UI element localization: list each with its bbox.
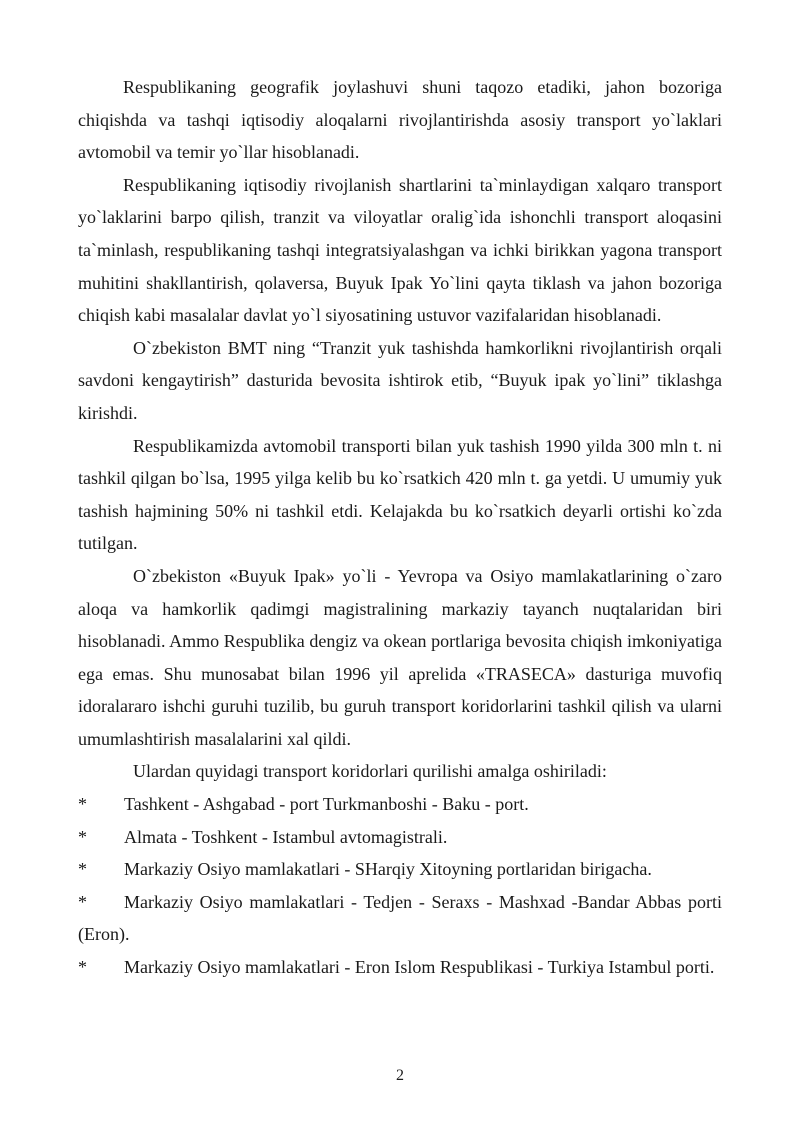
paragraph-cargo-statistics: Respublikamizda avtomobil transporti bilan yuk tashish 1990 yilda 300 mln t. ni tashkil qilgan bo`lsa, 1995 yilga kelib bu ko`rsatkich 420 mln t. ga yetdi. U umumiy yuk tashish hajmining 50% ni tashkil etdi. Kelajakda bu ko`rsatkich deyarli ortishi ko`zda tutilgan. bbox=[78, 435, 722, 554]
bullet-marker: * bbox=[78, 957, 87, 978]
body-text bbox=[78, 71, 722, 984]
page-number: 2 bbox=[396, 1067, 404, 1084]
bullet-marker: * bbox=[78, 826, 87, 847]
paragraph-corridors-intro: Ulardan quyidagi transport koridorlari qurilishi amalga oshiriladi: bbox=[133, 761, 607, 782]
bullet-marker: * bbox=[78, 859, 87, 880]
bullet-text: Markaziy Osiyo mamlakatlari - Eron Islom Respublikasi - Turkiya Istambul porti. bbox=[124, 957, 715, 978]
bullet-item bbox=[78, 821, 722, 854]
bullet-item bbox=[78, 853, 722, 886]
bullet-item bbox=[78, 886, 722, 951]
paragraph-silk-road-traseca: O`zbekiston «Buyuk Ipak» yo`li - Yevropa va Osiyo mamlakatlarining o`zaro aloqa va hamkorlik qadimgi magistralining markaziy tayanch nuqtalaridan biri hisoblanadi. Ammo Respublika dengiz va okean portlariga bevosita chiqish imkoniyatiga ega emas. Shu munosabat bilan 1996 yil aprelida «TRASECA» dasturiga muvofiq idoralararo ishchi guruhi tuzilib, bu guruh transport koridorlarini tashkil qilish va ularni umumlashtirish masalalarini xal qildi. bbox=[78, 565, 722, 749]
bullet-item bbox=[78, 951, 722, 984]
bullet-text: Tashkent - Ashgabad - port Turkmanboshi - Baku - port. bbox=[124, 794, 529, 815]
bullet-item bbox=[78, 788, 722, 821]
bullet-text: Almata - Toshkent - Istambul avtomagistrali. bbox=[124, 826, 448, 847]
paragraph-geography: Respublikaning geografik joylashuvi shuni taqozo etadiki, jahon bozoriga chiqishda va tashqi iqtisodiy aloqalarni rivojlantirishda asosiy transport yo`laklari avtomobil va temir yo`llar hisoblanadi. bbox=[78, 77, 722, 163]
bullet-marker: * bbox=[78, 891, 87, 912]
bullet-marker: * bbox=[78, 794, 87, 815]
bullet-text: Markaziy Osiyo mamlakatlari - SHarqiy Xitoyning portlaridan birigacha. bbox=[124, 859, 652, 880]
paragraph-transport-corridors: Respublikaning iqtisodiy rivojlanish shartlarini ta`minlaydigan xalqaro transport yo`laklarini barpo qilish, tranzit va viloyatlar oralig`ida ishonchli transport aloqasini ta`minlash, respublikaning tashqi integratsiyalashgan va ichki birikkan yagona transport muhitini shakllantirish, qolaversa, Buyuk Ipak Yo`lini qayta tiklash va jahon bozoriga chiqish kabi masalalar davlat yo`l siyosatining ustuvor vazifalaridan hisoblanadi. bbox=[78, 174, 722, 326]
paragraph-bmt-program: O`zbekiston BMT ning “Tranzit yuk tashishda hamkorlikni rivojlantirish orqali savdoni kengaytirish” dasturida bevosita ishtirok etib, “Buyuk ipak yo`lini” tiklashga kirishdi. bbox=[78, 337, 722, 423]
bullet-text: Markaziy Osiyo mamlakatlari - Tedjen - Seraxs - Mashxad -Bandar Abbas porti (Eron). bbox=[78, 891, 722, 945]
